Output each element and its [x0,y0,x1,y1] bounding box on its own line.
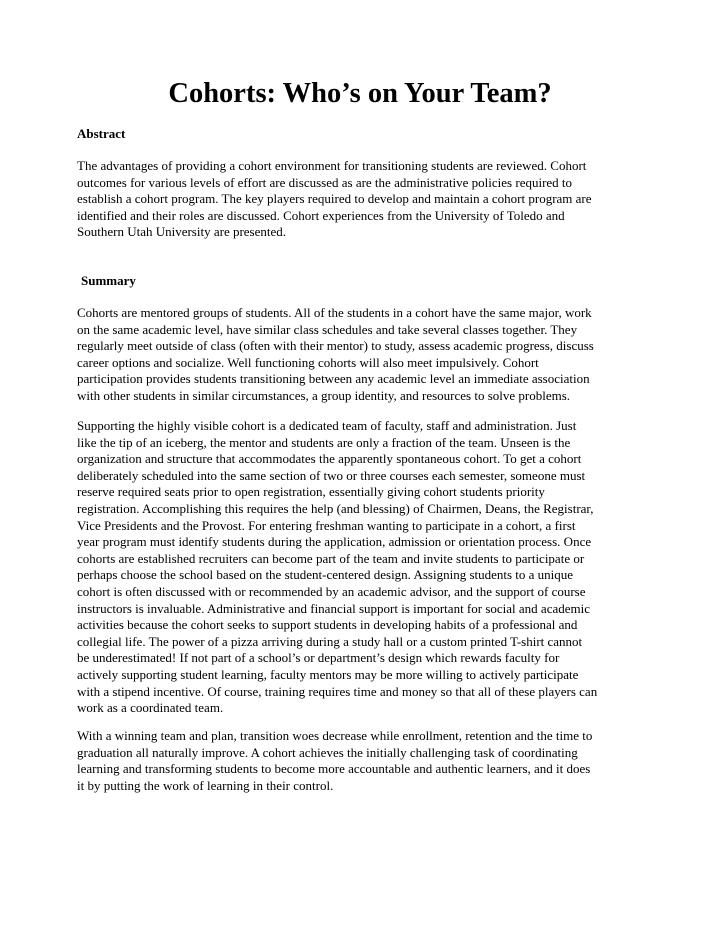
text-line: participation provides students transitioning between any academic level an immediate association [77,371,590,387]
text-line: instructors is invaluable. Administrative and financial support is important for social and academic [77,600,591,616]
text-line: with a stipend incentive. Of course, training requires time and money so that all of these players can [77,683,598,699]
text-line: year program must identify students during the application, admission or orientation process. Once [77,534,592,550]
text-line: With a winning team and plan, transition woes decrease while enrollment, retention and the time to [77,728,593,743]
text-line: Cohorts are mentored groups of students. All of the students in a cohort have the same major, work [77,305,592,320]
summary-paragraph-3 [77,728,657,794]
text-line: on the same academic level, have similar class schedules and take several classes together. They [77,321,578,337]
text-line: with other students in similar circumstances, a group identity, and resources to solve problems. [77,387,571,403]
text-line: cohort is often discussed with or recommended by an academic advisor, and the support of course [77,583,586,599]
text-line: Southern Utah University are presented. [77,224,287,240]
summary-paragraph-2 [77,418,657,717]
text-line: reserve required seats prior to open registration, essentially giving cohort students priority [77,484,545,500]
text-line: actively supporting student learning, faculty mentors may be more willing to actively participate [77,666,579,682]
text-line: work as a coordinated team. [77,700,224,716]
abstract-paragraph [77,158,657,241]
text-line: The advantages of providing a cohort environment for transitioning students are reviewed. Cohort [77,158,587,173]
text-line: graduation all naturally improve. A cohort achieves the initially challenging task of coordinating [77,744,578,760]
text-line: outcomes for various levels of effort are discussed as are the administrative policies required to [77,174,573,190]
text-line: Vice Presidents and the Provost. For entering freshman wanting to participate in a cohort, a first [77,517,576,533]
text-line: Supporting the highly visible cohort is a dedicated team of faculty, staff and administration. Just [77,418,577,433]
text-line: career options and socialize. Well functioning cohorts will also meet impulsively. Cohort [77,354,539,370]
text-line: registration. Accomplishing this requires the help (and blessing) of Chairmen, Deans, the Registrar, [77,500,594,516]
text-line: it by putting the work of learning in their control. [77,777,334,793]
text-line: perhaps choose the school based on the student-centered design. Assigning students to a unique [77,567,574,583]
summary-heading: Summary [81,273,136,288]
text-line: identified and their roles are discussed. Cohort experiences from the University of Toledo and [77,207,565,223]
text-line: establish a cohort program. The key players required to develop and maintain a cohort program are [77,191,592,207]
text-line: cohorts are established recruiters can become part of the team and invite students to participate or [77,550,585,566]
text-line: activities because the cohort seeks to support students in developing habits of a professional and [77,617,578,633]
text-line: organization and structure that accommodates the apparently spontaneous cohort. To get a cohort [77,451,582,467]
text-line: like the tip of an iceberg, the mentor and students are only a fraction of the team. Unseen is the [77,434,571,450]
text-line: be underestimated! If not part of a school’s or department’s design which rewards faculty for [77,650,560,666]
text-line: deliberately scheduled into the same section of two or three courses each semester, someone must [77,467,586,483]
abstract-heading: Abstract [77,126,126,141]
page-title: Cohorts: Who’s on Your Team? [168,78,552,109]
text-line: collegial life. The power of a pizza arriving during a study hall or a custom printed T-shirt cannot [77,633,583,649]
summary-paragraph-1 [77,305,657,405]
text-line: regularly meet outside of class (often with their mentor) to study, assess academic progress, discuss [77,338,594,354]
text-line: learning and transforming students to become more accountable and authentic learners, and it does [77,761,591,777]
